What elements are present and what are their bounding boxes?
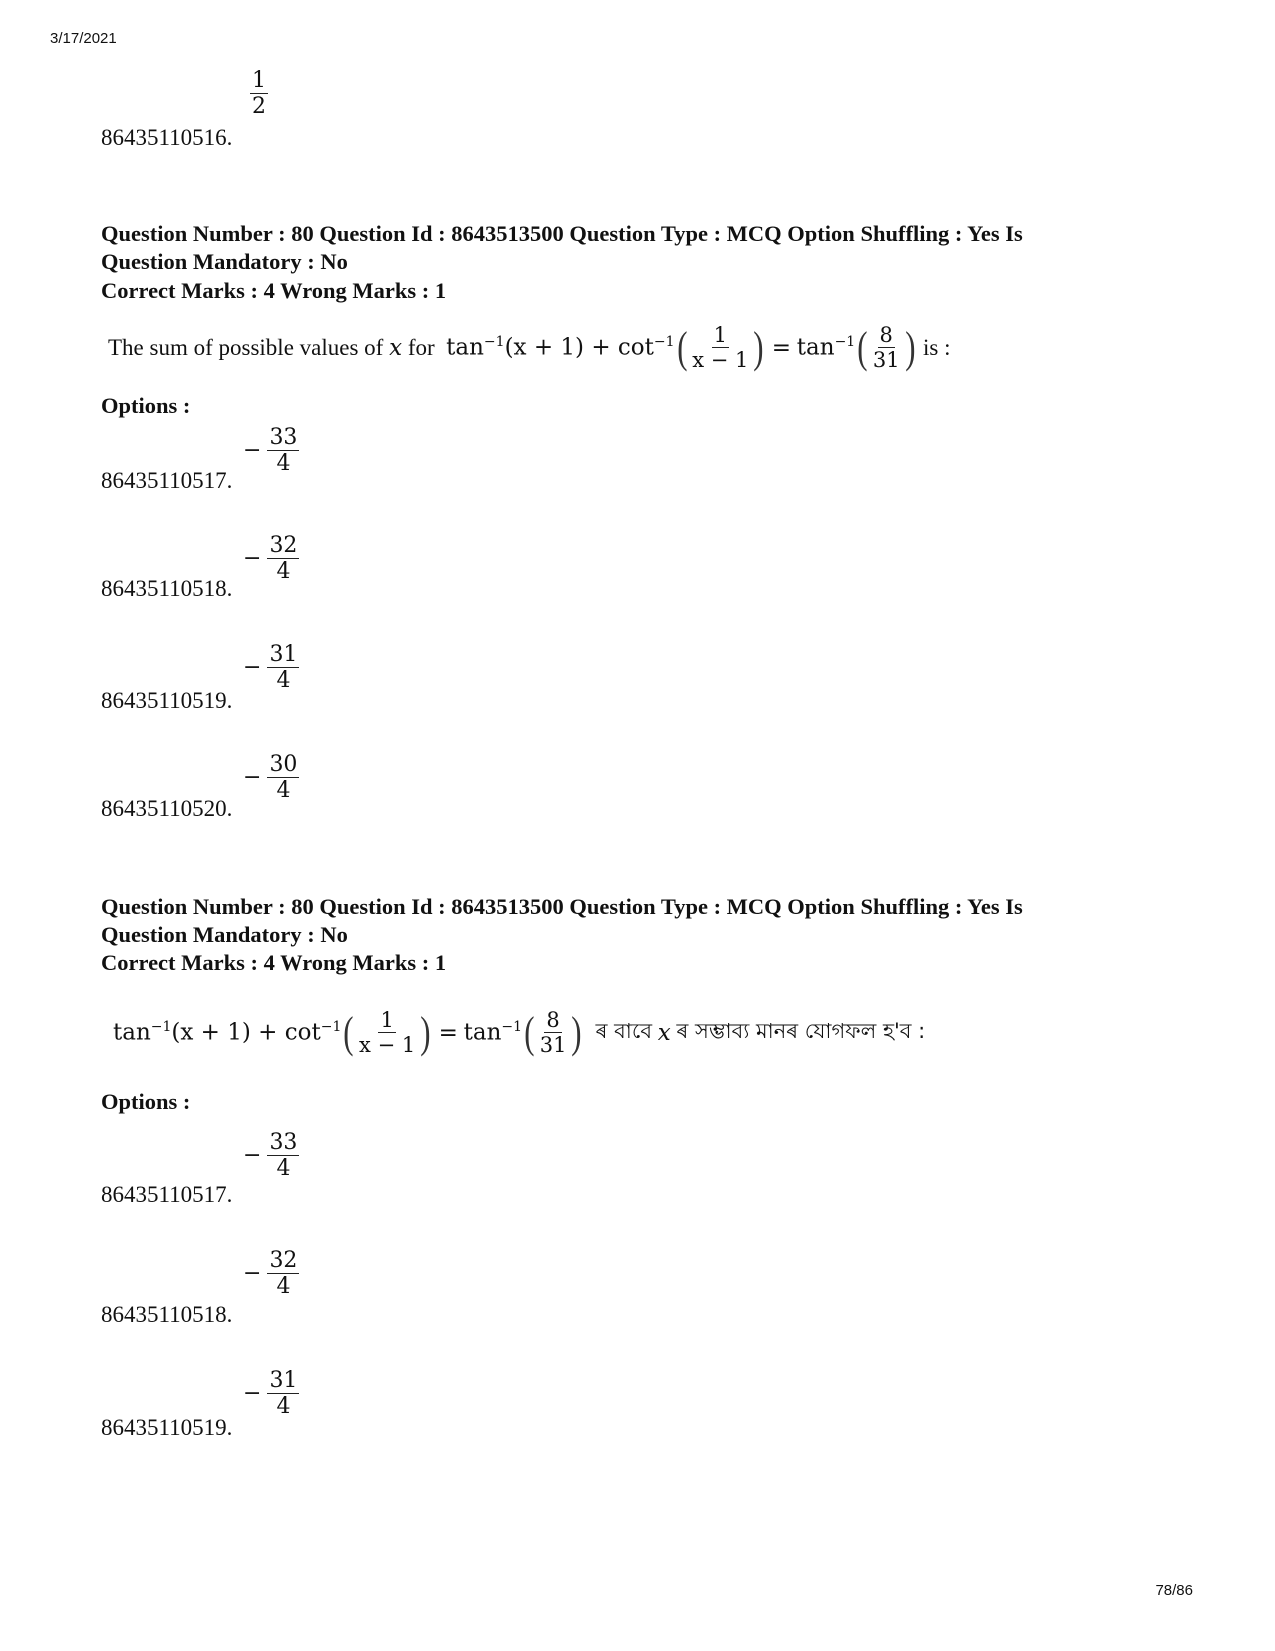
- option-id: 86435110516.: [101, 125, 233, 150]
- option-value: $\frac{1}{2}$: [252, 68, 266, 120]
- option-value: − $\frac{31}{4}$: [243, 642, 298, 694]
- option-id: 86435110520.: [101, 796, 233, 821]
- option-value: − $\frac{33}{4}$: [243, 1130, 298, 1182]
- option-id: 86435110518.: [101, 576, 233, 601]
- question-marks: Correct Marks : 4 Wrong Marks : 1: [101, 278, 447, 303]
- page-number: 78/86: [1155, 1582, 1193, 1599]
- question-text: The sum of possible values of x for $\tan^{-1}(x + 1) + \cot^{-1}$ ( $\frac{1}{x - 1}$ ) = $\tan^{-1}$ ( $\frac{8}{31}$ ) is :: [108, 322, 951, 373]
- options-label: Options :: [101, 1089, 191, 1114]
- option-id: 86435110519.: [101, 1415, 233, 1440]
- question-text: $\tan^{-1}(x + 1) + \cot^{-1}$ ( $\frac{1}{x - 1}$ ) = $\tan^{-1}$ ( $\frac{8}{31}$ ) ৰ বাবে x ৰ সম্ভাব্য মানৰ যোগফল হ'ব :: [113, 1007, 926, 1058]
- option-id: 86435110517.: [101, 468, 233, 493]
- option-value: − $\frac{33}{4}$: [243, 425, 298, 477]
- option-id: 86435110518.: [101, 1302, 233, 1327]
- options-label: Options :: [101, 393, 191, 418]
- option-value: − $\frac{31}{4}$: [243, 1368, 298, 1420]
- option-id: 86435110519.: [101, 688, 233, 713]
- option-value: − $\frac{32}{4}$: [243, 533, 298, 585]
- option-value: − $\frac{32}{4}$: [243, 1248, 298, 1300]
- question-header: Question Number : 80 Question Id : 8643513500 Question Type : MCQ Option Shuffling : Yes Is Question Mandatory : No: [101, 894, 1023, 947]
- question-header: Question Number : 80 Question Id : 8643513500 Question Type : MCQ Option Shuffling : Yes Is Question Mandatory : No: [101, 221, 1023, 274]
- option-value: − $\frac{30}{4}$: [243, 752, 298, 804]
- option-id: 86435110517.: [101, 1182, 233, 1207]
- question-marks: Correct Marks : 4 Wrong Marks : 1: [101, 950, 447, 975]
- print-date: 3/17/2021: [50, 30, 117, 47]
